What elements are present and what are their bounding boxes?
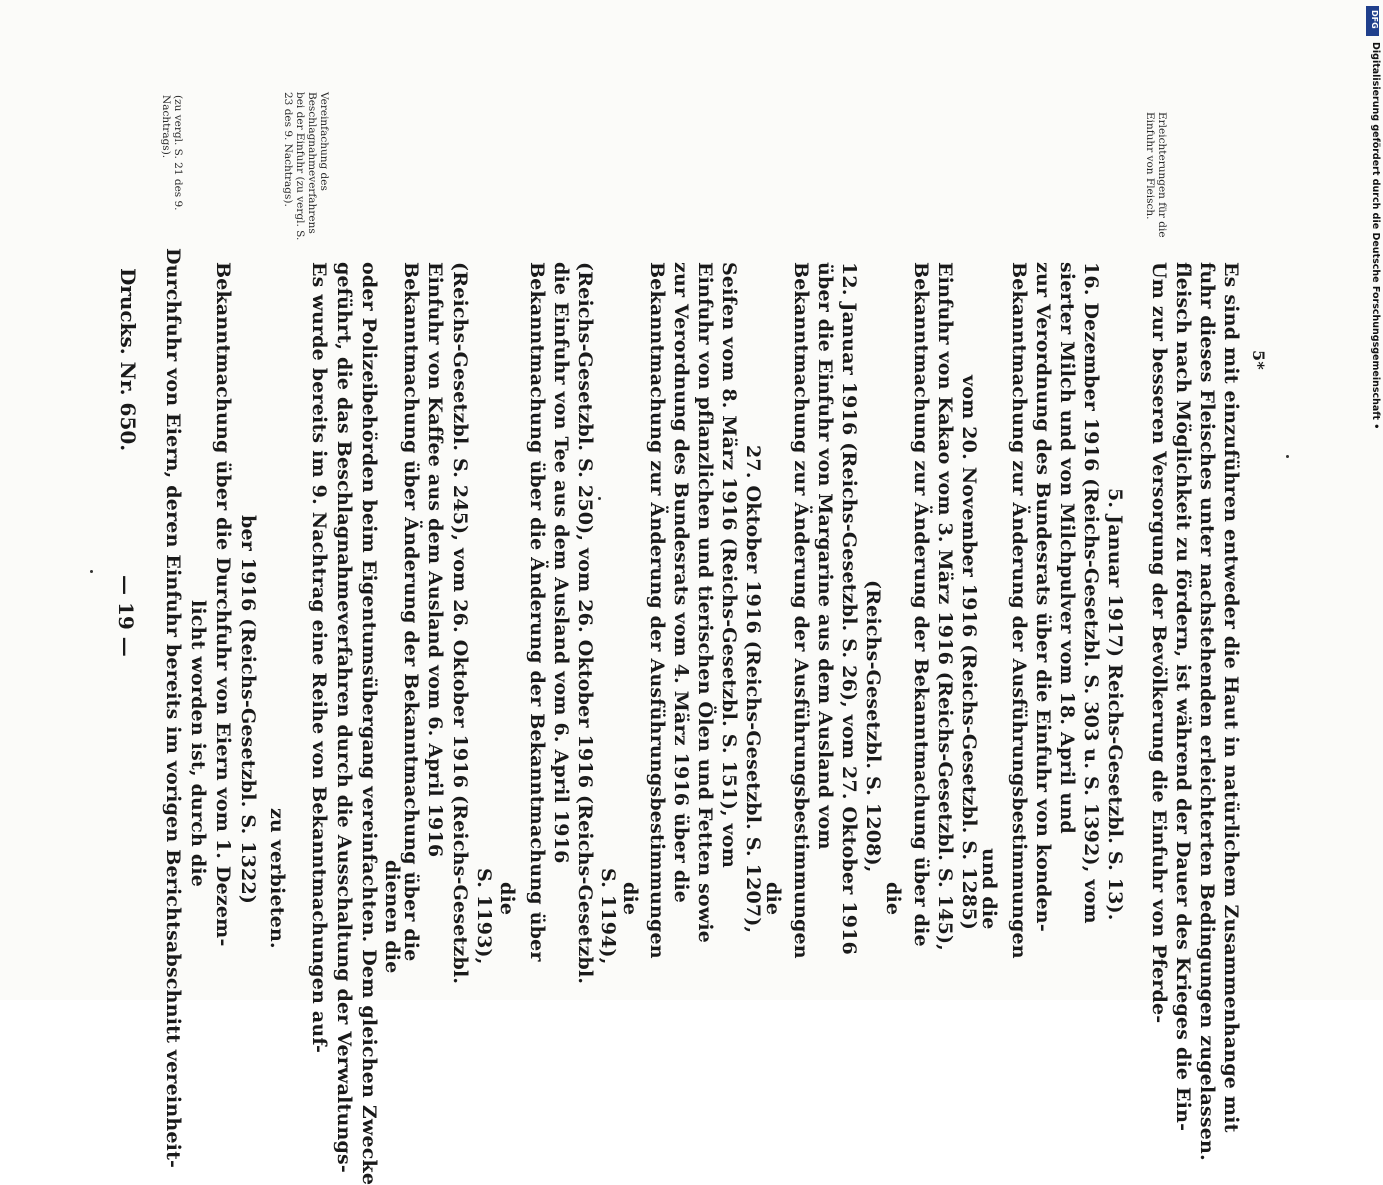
text-line: die: [496, 882, 518, 916]
text-line: 5. Januar 1917) Reichs-Gesetzbl. S. 13).: [1104, 488, 1126, 921]
text-line: Einfuhr von Kakao vom 3. März 1916 (Reichs-Gesetzbl. S. 145),: [934, 262, 956, 951]
text-line: Einfuhr von pflanzlichen und tierischen Ölen und Fetten sowie: [694, 262, 716, 944]
margin-note: Erleichterungen für die Einfuhr von Fleisch.: [1144, 112, 1168, 238]
text-line: Durchfuhr von Eiern, deren Einfuhr bereits im vorigen Berichtsabschnitt vereinheit-: [162, 248, 184, 1169]
scan-speck: [598, 497, 601, 500]
text-line: fleisch nach Möglichkeit zu fördern, ist während der Dauer des Krieges die Ein-: [1172, 262, 1194, 1132]
text-line: 27. Oktober 1916 (Reichs-Gesetzbl. S. 1207),: [742, 445, 764, 934]
text-line: und die: [978, 848, 1000, 930]
text-line: fuhr dieses Fleisches unter nachstehenden erleichterten Bedingungen zugelassen.: [1196, 262, 1218, 1161]
margin-note: (zu vergl. S. 21 des 9. Nachtrags).: [160, 95, 184, 211]
text-line: die: [762, 882, 784, 916]
text-line: Bekanntmachung zur Änderung der Ausführungsbestimmungen: [790, 262, 812, 959]
text-line: Bekanntmachung zur Änderung der Ausführungsbestimmungen: [646, 262, 668, 959]
drucksache-number: Drucks. Nr. 650.: [116, 268, 140, 452]
text-line: über die Einfuhr von Margarine aus dem Ausland vom: [814, 262, 836, 850]
text-line: 16. Dezember 1916 (Reichs-Gesetzbl. S. 303 u. S. 1392), vom: [1080, 262, 1102, 924]
text-line: die Einfuhr von Tee aus dem Ausland vom 6. April 1916: [550, 262, 572, 864]
page-number: — 19 —: [114, 575, 138, 657]
scan-speck: [1286, 455, 1289, 458]
text-line: (Reichs-Gesetzbl. S. 245), vom 26. Oktober 1916 (Reichs-Gesetzbl.: [449, 262, 471, 985]
scan-speck: [90, 570, 93, 573]
sheet-mark: 5*: [1249, 350, 1268, 370]
text-line: Bekanntmachung zur Änderung der Bekanntmachung über die: [910, 262, 932, 947]
text-line: dienen die: [381, 860, 403, 974]
text-line: Bekanntmachung über die Durchfuhr von Eiern vom 1. Dezem-: [212, 262, 234, 947]
text-line: Es wurde bereits im 9. Nachtrag eine Reihe von Bekanntmachungen auf-: [308, 262, 330, 1054]
dfg-logo: DFG: [1366, 6, 1379, 36]
text-line: ber 1916 (Reichs-Gesetzbl. S. 1322): [237, 515, 259, 905]
text-line: zur Verordnung des Bundesrats vom 4. März 1916 über die: [670, 262, 692, 904]
text-line: zur Verordnung des Bundesrats über die Einfuhr von konden-: [1032, 262, 1054, 932]
text-line: 12. Januar 1916 (Reichs-Gesetzbl. S. 26), vom 27. Oktober 1916: [838, 262, 860, 955]
margin-note: Vereinfachung des Beschlagnahmeverfahrens bei der Einfuhr (zu vergl. S. 23 des 9. Nachtrags).: [282, 92, 330, 241]
text-line: Bekanntmachung über die Änderung der Bekanntmachung über: [526, 262, 548, 962]
text-line: S. 1194),: [597, 868, 619, 965]
text-line: S. 1193),: [473, 868, 495, 965]
text-line: Einfuhr von Kaffee aus dem Ausland vom 6. April 1916: [424, 262, 446, 858]
text-line: Seifen vom 8. März 1916 (Reichs-Gesetzbl. S. 151), vom: [718, 262, 740, 869]
text-line: (Reichs-Gesetzbl. S. 250), vom 26. Oktober 1916 (Reichs-Gesetzbl.: [574, 262, 596, 985]
text-line: oder Polizeibehörden beim Eigentumsübergang vereinfachten. Dem gleichen Zwecke: [358, 262, 380, 1185]
text-line: die: [619, 882, 641, 916]
text-line: Um zur besseren Versorgung der Bevölkerung die Einfuhr von Pferde-: [1148, 262, 1170, 1024]
dfg-watermark: Digitalisierung gefördert durch die Deutsche Forschungsgemeinschaft •: [1370, 42, 1381, 430]
text-line: (Reichs-Gesetzbl. S. 1208),: [862, 580, 884, 873]
text-line: geführt, die das Beschlagnahmeverfahren durch die Ausschaltung der Verwaltungs-: [333, 262, 355, 1173]
text-line: die: [882, 882, 904, 916]
text-line: licht worden ist, durch die: [187, 600, 209, 888]
text-line: Bekanntmachung über Änderung der Bekanntmachung über die: [400, 262, 422, 962]
text-line: Bekanntmachung zur Änderung der Ausführungsbestimmungen: [1008, 262, 1030, 959]
text-line: sierter Milch und von Milchpulver vom 18. April und: [1056, 262, 1078, 834]
text-line: vom 20. November 1916 (Reichs-Gesetzbl. S. 1285): [958, 375, 980, 931]
text-line: Es sind mit einzuführen entweder die Haut in natürlichem Zusammenhange mit: [1220, 262, 1242, 1133]
text-line: zu verbieten.: [266, 808, 288, 949]
